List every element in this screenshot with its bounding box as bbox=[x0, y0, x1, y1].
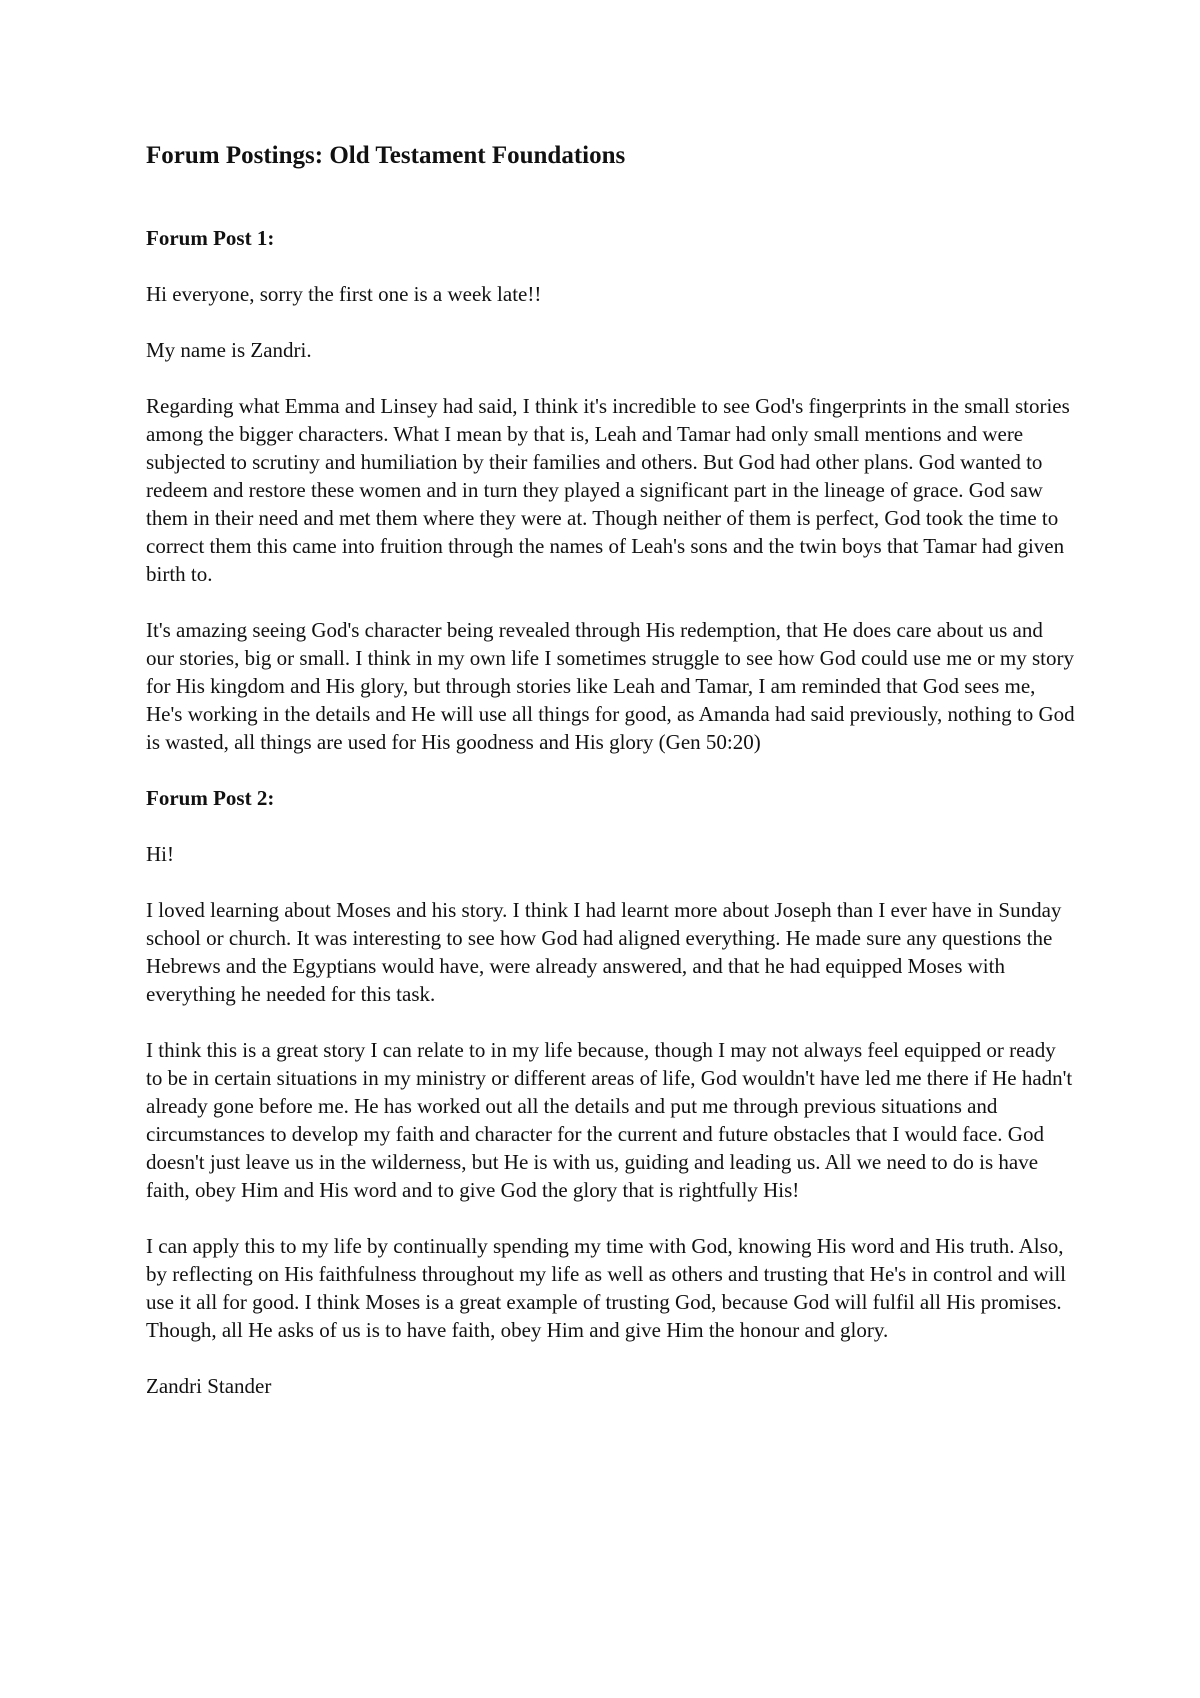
post-heading: Forum Post 2: bbox=[146, 786, 275, 810]
document-page bbox=[146, 140, 1076, 1428]
author-signature: Zandri Stander bbox=[146, 1374, 272, 1398]
forum-post-2 bbox=[146, 784, 1076, 1400]
document-title: Forum Postings: Old Testament Foundations bbox=[146, 142, 626, 169]
post-paragraph: I loved learning about Moses and his story. I think I had learnt more about Joseph than I ever have in Sunday school or church. It was interesting to see how God had aligned everything. He made sure any questions the Hebrews and the Egyptians would have, were already answered, and that he had equipped Moses with everything he needed for this task. bbox=[146, 898, 1062, 1006]
post-paragraph: My name is Zandri. bbox=[146, 338, 312, 362]
forum-post-1 bbox=[146, 224, 1076, 756]
post-paragraph: Hi everyone, sorry the first one is a week late!! bbox=[146, 282, 542, 306]
post-paragraph: It's amazing seeing God's character being revealed through His redemption, that He does care about us and our stories, big or small. I think in my own life I sometimes struggle to see how God could use me or my story for His kingdom and His glory, but through stories like Leah and Tamar, I am reminded that God sees me, He's working in the details and He will use all things for good, as Amanda had said previously, nothing to God is wasted, all things are used for His goodness and His glory (Gen 50:20) bbox=[146, 618, 1075, 754]
post-heading: Forum Post 1: bbox=[146, 226, 275, 250]
post-paragraph: Hi! bbox=[146, 842, 174, 866]
post-paragraph: I think this is a great story I can relate to in my life because, though I may not always feel equipped or ready to be in certain situations in my ministry or different areas of life, God wouldn't have led me there if He hadn't already gone before me. He has worked out all the details and put me through previous situations and circumstances to develop my faith and character for the current and future obstacles that I would face. God doesn't just leave us in the wilderness, but He is with us, guiding and leading us. All we need to do is have faith, obey Him and His word and to give God the glory that is rightfully His! bbox=[146, 1038, 1073, 1202]
post-paragraph: Regarding what Emma and Linsey had said, I think it's incredible to see God's fingerprints in the small stories among the bigger characters. What I mean by that is, Leah and Tamar had only small mentions and were subjected to scrutiny and humiliation by their families and others. But God had other plans. God wanted to redeem and restore these women and in turn they played a significant part in the lineage of grace. God saw them in their need and met them where they were at. Though neither of them is perfect, God took the time to correct them this came into fruition through the names of Leah's sons and the twin boys that Tamar had given birth to. bbox=[146, 394, 1070, 586]
post-paragraph: I can apply this to my life by continually spending my time with God, knowing His word and His truth. Also, by reflecting on His faithfulness throughout my life as well as others and trusting that He's in control and will use it all for good. I think Moses is a great example of trusting God, because God will fulfil all His promises. Though, all He asks of us is to have faith, obey Him and give Him the honour and glory. bbox=[146, 1234, 1067, 1342]
